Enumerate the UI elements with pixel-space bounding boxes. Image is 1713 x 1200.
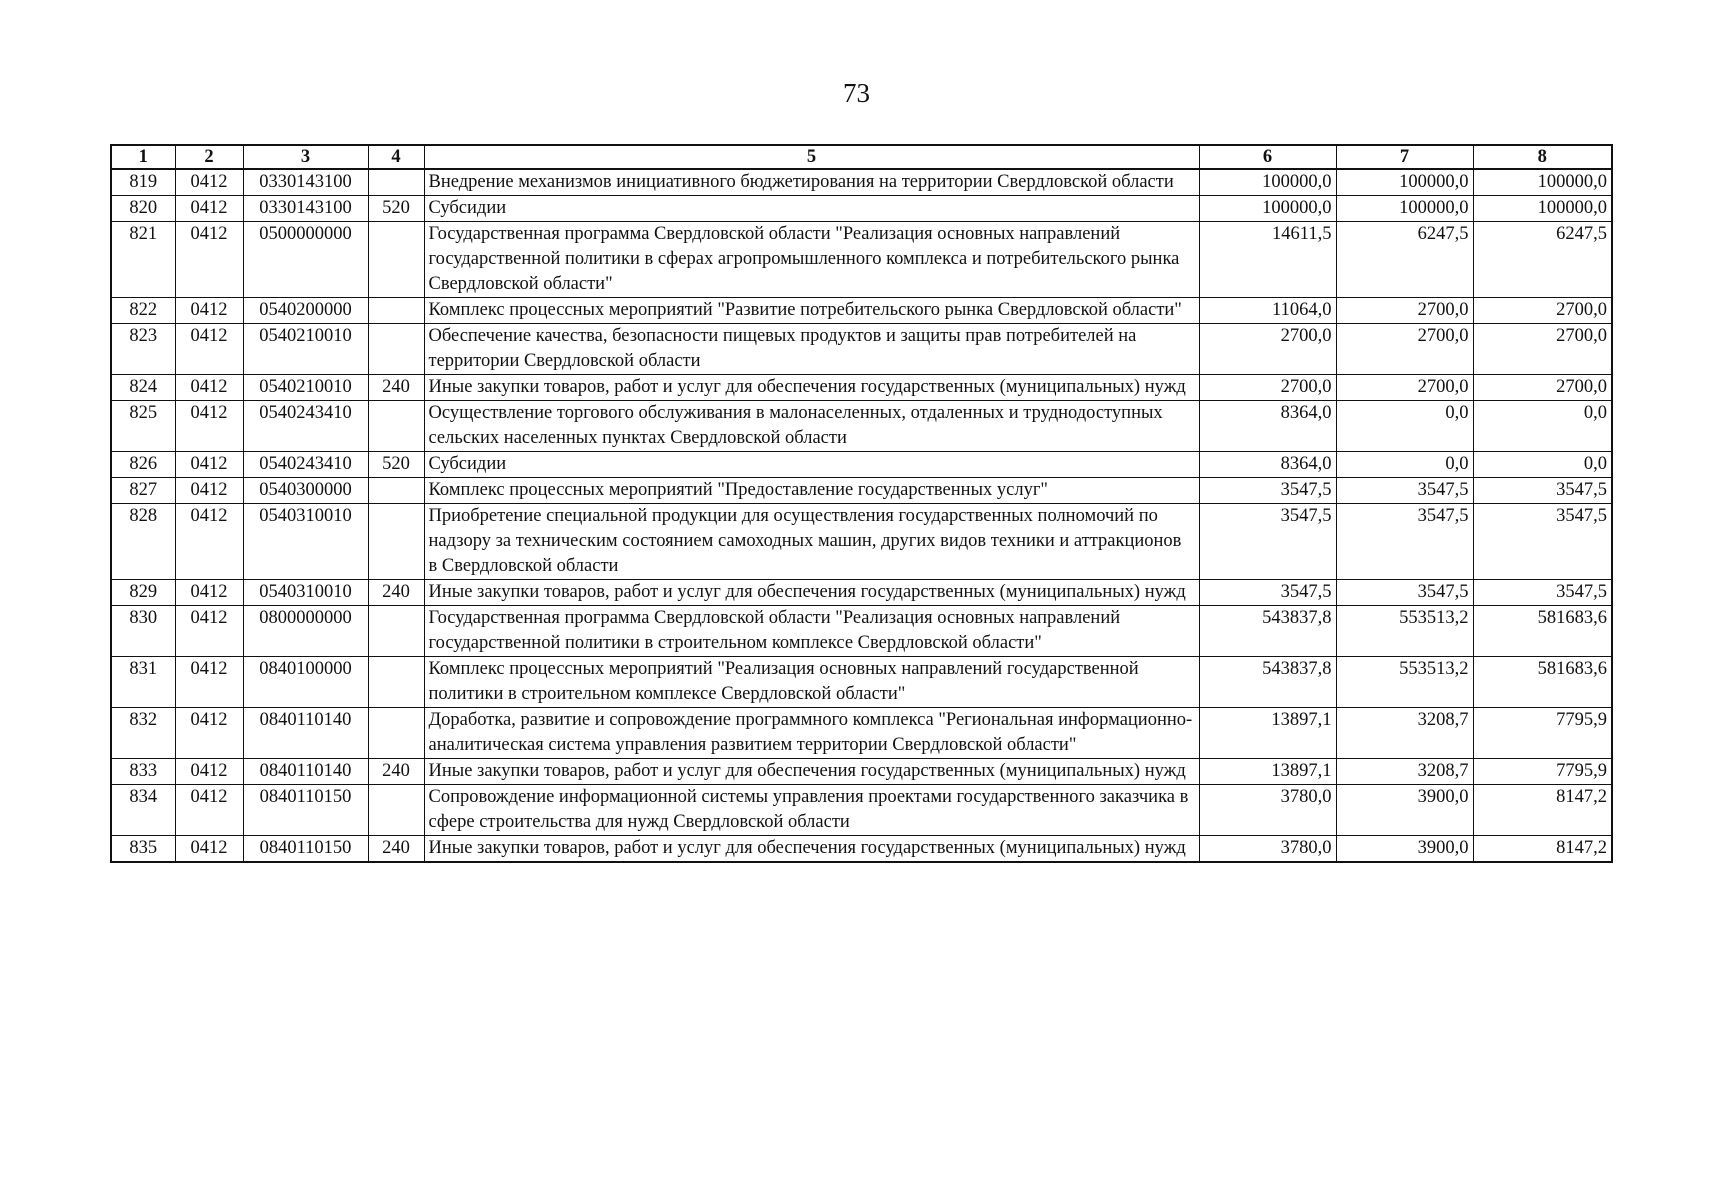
value-col6-cell: 543837,8 <box>1199 657 1336 708</box>
value-col6-cell: 11064,0 <box>1199 298 1336 324</box>
item-name-cell: Иные закупки товаров, работ и услуг для обеспечения государственных (муниципальных) нужд <box>424 375 1199 401</box>
row-number-cell: 824 <box>111 375 175 401</box>
section-code-cell: 0412 <box>175 478 243 504</box>
table-row <box>111 478 1612 504</box>
header-cell: 8 <box>1473 145 1612 169</box>
value-col6-cell: 2700,0 <box>1199 324 1336 375</box>
expense-type-cell: 520 <box>368 196 424 222</box>
target-code-cell: 0840110150 <box>243 785 368 836</box>
expense-type-cell: 240 <box>368 759 424 785</box>
row-number-cell: 820 <box>111 196 175 222</box>
row-number-cell: 828 <box>111 504 175 580</box>
value-col8-cell: 3547,5 <box>1473 580 1612 606</box>
value-col7-cell: 2700,0 <box>1336 375 1473 401</box>
item-name-cell: Комплекс процессных мероприятий "Реализация основных направлений государственной политики в строительном комплексе Свердловской области" <box>424 657 1199 708</box>
value-col7-cell: 100000,0 <box>1336 196 1473 222</box>
table-row <box>111 580 1612 606</box>
expense-type-cell: 240 <box>368 836 424 863</box>
expense-type-cell <box>368 478 424 504</box>
value-col6-cell: 3547,5 <box>1199 580 1336 606</box>
section-code-cell: 0412 <box>175 606 243 657</box>
header-cell: 4 <box>368 145 424 169</box>
item-name-cell: Иные закупки товаров, работ и услуг для обеспечения государственных (муниципальных) нужд <box>424 759 1199 785</box>
table-row <box>111 452 1612 478</box>
value-col7-cell: 553513,2 <box>1336 606 1473 657</box>
expense-type-cell <box>368 324 424 375</box>
row-number-cell: 823 <box>111 324 175 375</box>
target-code-cell: 0540200000 <box>243 298 368 324</box>
page-number: 73 <box>843 78 870 108</box>
row-number-cell: 825 <box>111 401 175 452</box>
table-row <box>111 324 1612 375</box>
row-number-cell: 832 <box>111 708 175 759</box>
section-code-cell: 0412 <box>175 169 243 196</box>
item-name-cell: Иные закупки товаров, работ и услуг для обеспечения государственных (муниципальных) нужд <box>424 836 1199 863</box>
header-cell: 5 <box>424 145 1199 169</box>
value-col6-cell: 3547,5 <box>1199 478 1336 504</box>
header-cell: 1 <box>111 145 175 169</box>
item-name-cell: Сопровождение информационной системы управления проектами государственного заказчика в сфере строительства для нужд Свердловской области <box>424 785 1199 836</box>
value-col6-cell: 8364,0 <box>1199 401 1336 452</box>
table-row <box>111 222 1612 298</box>
target-code-cell: 0540300000 <box>243 478 368 504</box>
item-name-cell: Субсидии <box>424 452 1199 478</box>
item-name-cell: Осуществление торгового обслуживания в малонаселенных, отдаленных и труднодоступных сельских населенных пунктах Свердловской области <box>424 401 1199 452</box>
table-row <box>111 298 1612 324</box>
value-col8-cell: 8147,2 <box>1473 785 1612 836</box>
row-number-cell: 822 <box>111 298 175 324</box>
section-code-cell: 0412 <box>175 504 243 580</box>
target-code-cell: 0840100000 <box>243 657 368 708</box>
value-col8-cell: 7795,9 <box>1473 708 1612 759</box>
value-col7-cell: 3900,0 <box>1336 785 1473 836</box>
section-code-cell: 0412 <box>175 759 243 785</box>
item-name-cell: Субсидии <box>424 196 1199 222</box>
value-col8-cell: 581683,6 <box>1473 606 1612 657</box>
table-row <box>111 504 1612 580</box>
expense-type-cell: 520 <box>368 452 424 478</box>
value-col8-cell: 3547,5 <box>1473 504 1612 580</box>
expense-type-cell: 240 <box>368 580 424 606</box>
row-number-cell: 833 <box>111 759 175 785</box>
value-col6-cell: 543837,8 <box>1199 606 1336 657</box>
expense-type-cell: 240 <box>368 375 424 401</box>
value-col8-cell: 3547,5 <box>1473 478 1612 504</box>
value-col8-cell: 0,0 <box>1473 452 1612 478</box>
row-number-cell: 831 <box>111 657 175 708</box>
expense-type-cell <box>368 657 424 708</box>
value-col6-cell: 100000,0 <box>1199 169 1336 196</box>
value-col7-cell: 3547,5 <box>1336 478 1473 504</box>
expense-type-cell <box>368 298 424 324</box>
value-col7-cell: 0,0 <box>1336 401 1473 452</box>
target-code-cell: 0540210010 <box>243 375 368 401</box>
section-code-cell: 0412 <box>175 657 243 708</box>
value-col8-cell: 7795,9 <box>1473 759 1612 785</box>
header-cell: 6 <box>1199 145 1336 169</box>
expense-type-cell <box>368 401 424 452</box>
header-cell: 3 <box>243 145 368 169</box>
section-code-cell: 0412 <box>175 375 243 401</box>
target-code-cell: 0330143100 <box>243 169 368 196</box>
table-row <box>111 708 1612 759</box>
table-row <box>111 836 1612 863</box>
value-col8-cell: 6247,5 <box>1473 222 1612 298</box>
value-col7-cell: 2700,0 <box>1336 298 1473 324</box>
value-col6-cell: 3780,0 <box>1199 836 1336 863</box>
target-code-cell: 0840110140 <box>243 708 368 759</box>
section-code-cell: 0412 <box>175 452 243 478</box>
value-col6-cell: 13897,1 <box>1199 759 1336 785</box>
table-row <box>111 606 1612 657</box>
value-col7-cell: 0,0 <box>1336 452 1473 478</box>
value-col8-cell: 581683,6 <box>1473 657 1612 708</box>
row-number-cell: 834 <box>111 785 175 836</box>
section-code-cell: 0412 <box>175 298 243 324</box>
table-row <box>111 375 1612 401</box>
value-col8-cell: 2700,0 <box>1473 298 1612 324</box>
item-name-cell: Государственная программа Свердловской области "Реализация основных направлений государственной политики в строительном комплексе Свердловской области" <box>424 606 1199 657</box>
row-number-cell: 835 <box>111 836 175 863</box>
value-col7-cell: 3900,0 <box>1336 836 1473 863</box>
target-code-cell: 0330143100 <box>243 196 368 222</box>
section-code-cell: 0412 <box>175 324 243 375</box>
target-code-cell: 0540310010 <box>243 580 368 606</box>
value-col8-cell: 100000,0 <box>1473 196 1612 222</box>
target-code-cell: 0540210010 <box>243 324 368 375</box>
expense-type-cell <box>368 785 424 836</box>
table-body <box>111 169 1612 862</box>
item-name-cell: Иные закупки товаров, работ и услуг для обеспечения государственных (муниципальных) нужд <box>424 580 1199 606</box>
target-code-cell: 0840110140 <box>243 759 368 785</box>
row-number-cell: 821 <box>111 222 175 298</box>
item-name-cell: Внедрение механизмов инициативного бюджетирования на территории Свердловской области <box>424 169 1199 196</box>
value-col8-cell: 100000,0 <box>1473 169 1612 196</box>
budget-table <box>110 144 1613 863</box>
value-col6-cell: 8364,0 <box>1199 452 1336 478</box>
table-row <box>111 401 1612 452</box>
item-name-cell: Приобретение специальной продукции для осуществления государственных полномочий по надзору за техническим состоянием самоходных машин, других видов техники и аттракционов в Свердловской области <box>424 504 1199 580</box>
value-col8-cell: 8147,2 <box>1473 836 1612 863</box>
section-code-cell: 0412 <box>175 222 243 298</box>
table-row <box>111 759 1612 785</box>
section-code-cell: 0412 <box>175 580 243 606</box>
value-col8-cell: 0,0 <box>1473 401 1612 452</box>
value-col7-cell: 3208,7 <box>1336 708 1473 759</box>
value-col7-cell: 6247,5 <box>1336 222 1473 298</box>
expense-type-cell <box>368 504 424 580</box>
item-name-cell: Обеспечение качества, безопасности пищевых продуктов и защиты прав потребителей на территории Свердловской области <box>424 324 1199 375</box>
header-cell: 7 <box>1336 145 1473 169</box>
target-code-cell: 0800000000 <box>243 606 368 657</box>
expense-type-cell <box>368 708 424 759</box>
value-col7-cell: 3208,7 <box>1336 759 1473 785</box>
item-name-cell: Государственная программа Свердловской области "Реализация основных направлений государственной политики в сферах агропромышленного комплекса и потребительского рынка Свердловской области" <box>424 222 1199 298</box>
table-row <box>111 196 1612 222</box>
section-code-cell: 0412 <box>175 785 243 836</box>
row-number-cell: 829 <box>111 580 175 606</box>
value-col8-cell: 2700,0 <box>1473 375 1612 401</box>
value-col6-cell: 3780,0 <box>1199 785 1336 836</box>
value-col6-cell: 13897,1 <box>1199 708 1336 759</box>
target-code-cell: 0540310010 <box>243 504 368 580</box>
item-name-cell: Комплекс процессных мероприятий "Предоставление государственных услуг" <box>424 478 1199 504</box>
target-code-cell: 0500000000 <box>243 222 368 298</box>
row-number-cell: 827 <box>111 478 175 504</box>
section-code-cell: 0412 <box>175 196 243 222</box>
table-row <box>111 169 1612 196</box>
value-col6-cell: 2700,0 <box>1199 375 1336 401</box>
value-col6-cell: 100000,0 <box>1199 196 1336 222</box>
section-code-cell: 0412 <box>175 708 243 759</box>
value-col7-cell: 100000,0 <box>1336 169 1473 196</box>
value-col7-cell: 3547,5 <box>1336 504 1473 580</box>
row-number-cell: 830 <box>111 606 175 657</box>
value-col7-cell: 553513,2 <box>1336 657 1473 708</box>
value-col7-cell: 2700,0 <box>1336 324 1473 375</box>
value-col7-cell: 3547,5 <box>1336 580 1473 606</box>
value-col6-cell: 3547,5 <box>1199 504 1336 580</box>
row-number-cell: 826 <box>111 452 175 478</box>
row-number-cell: 819 <box>111 169 175 196</box>
target-code-cell: 0540243410 <box>243 401 368 452</box>
expense-type-cell <box>368 222 424 298</box>
target-code-cell: 0540243410 <box>243 452 368 478</box>
target-code-cell: 0840110150 <box>243 836 368 863</box>
item-name-cell: Комплекс процессных мероприятий "Развитие потребительского рынка Свердловской области" <box>424 298 1199 324</box>
expense-type-cell <box>368 606 424 657</box>
section-code-cell: 0412 <box>175 836 243 863</box>
expense-type-cell <box>368 169 424 196</box>
value-col6-cell: 14611,5 <box>1199 222 1336 298</box>
value-col8-cell: 2700,0 <box>1473 324 1612 375</box>
header-cell: 2 <box>175 145 243 169</box>
table-header-row <box>111 145 1612 169</box>
table-row <box>111 785 1612 836</box>
table-row <box>111 657 1612 708</box>
section-code-cell: 0412 <box>175 401 243 452</box>
item-name-cell: Доработка, развитие и сопровождение программного комплекса "Региональная информационно-аналитическая система управления развитием территории Свердловской области" <box>424 708 1199 759</box>
